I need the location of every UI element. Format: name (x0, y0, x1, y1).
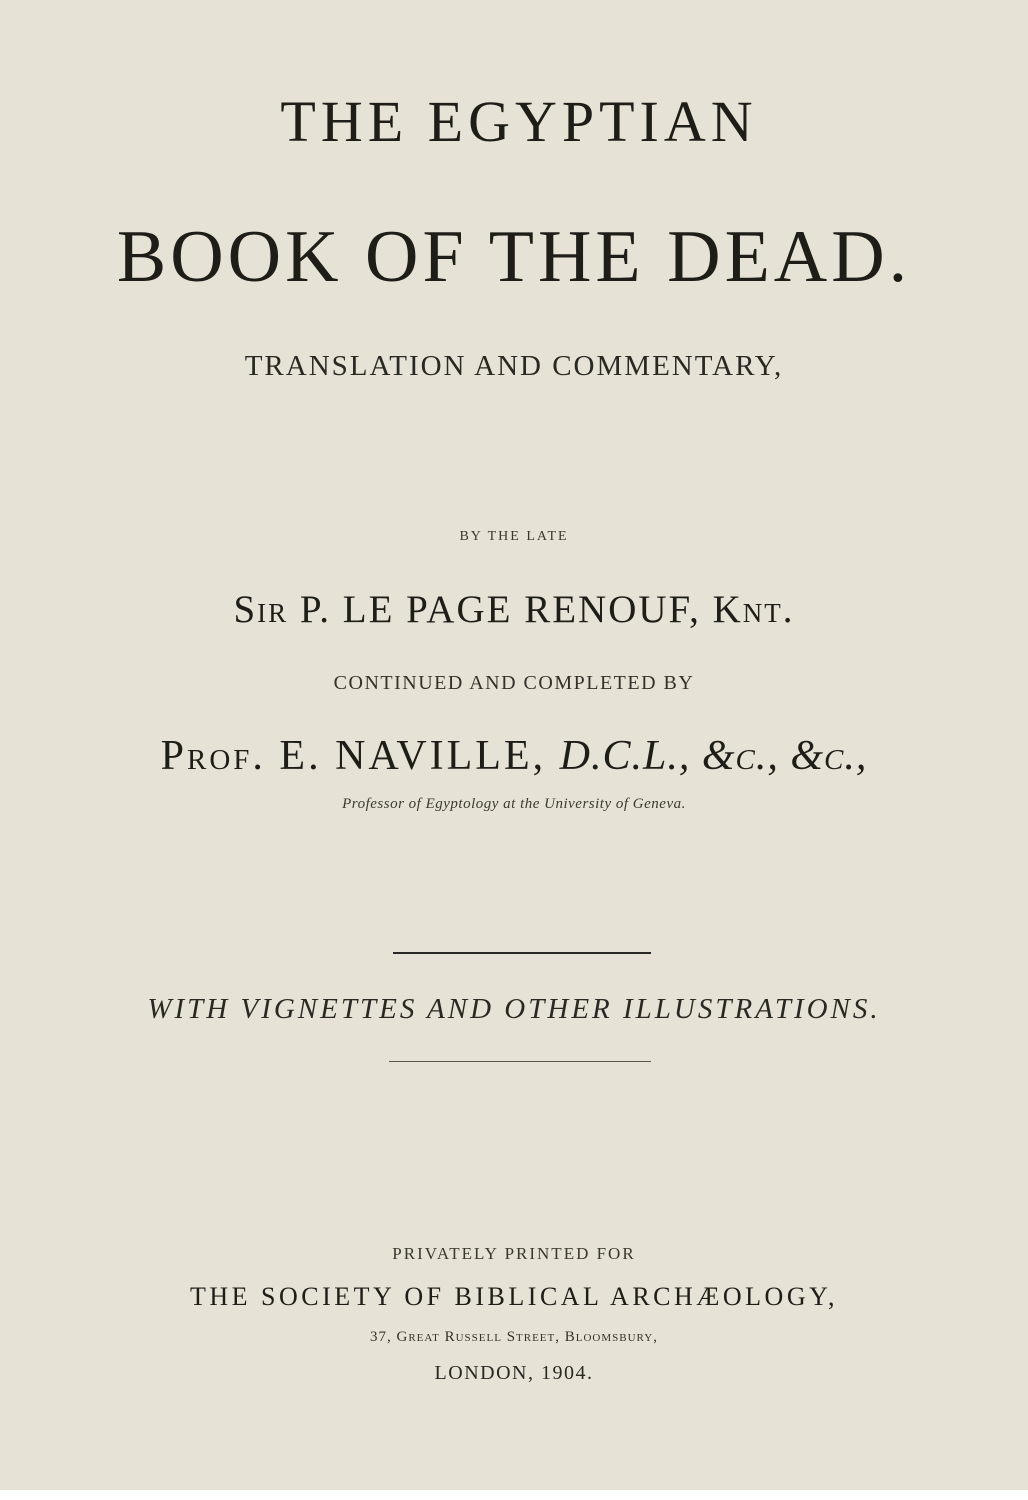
subtitle: TRANSLATION AND COMMENTARY, (244, 350, 784, 382)
place-and-date: LONDON, 1904. (434, 1362, 594, 1384)
title-line-1: THE EGYPTIAN (280, 89, 758, 154)
vignettes-line: WITH VIGNETTES AND OTHER ILLUSTRATIONS. (147, 993, 881, 1025)
society-name: THE SOCIETY OF BIBLICAL ARCHÆOLOGY, (189, 1282, 839, 1311)
author-renouf: Sir P. LE PAGE RENOUF, Knt. (233, 588, 795, 631)
title-line-2: BOOK OF THE DEAD. (116, 216, 912, 298)
by-the-late-label: BY THE LATE (459, 529, 569, 544)
divider-rule-top (393, 952, 651, 954)
author-naville-name: Prof. E. NAVILLE, (160, 733, 547, 779)
society-address: 37, Great Russell Street, Bloomsbury, (370, 1329, 658, 1345)
divider-rule-bottom (389, 1061, 651, 1062)
printed-for-label: PRIVATELY PRINTED FOR (392, 1244, 636, 1263)
author-naville-degrees: D.C.L., &c., &c., (559, 733, 868, 779)
author-naville (0, 735, 1028, 777)
continued-label: CONTINUED AND COMPLETED BY (333, 672, 695, 694)
professor-line: Professor of Egyptology at the University of Geneva. (342, 796, 686, 812)
